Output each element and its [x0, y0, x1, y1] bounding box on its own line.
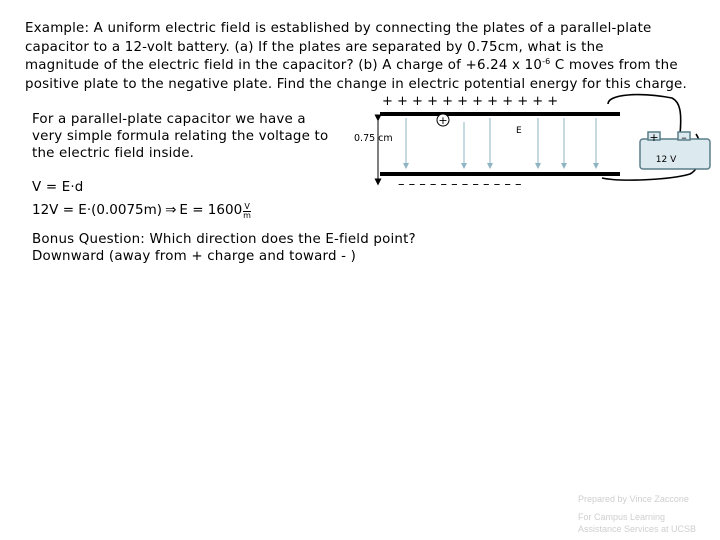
test-charge-sign: + [438, 114, 448, 127]
negative-plate [380, 172, 620, 176]
intro-line-1: For a parallel-plate capacitor we have a [32, 112, 306, 127]
intro-line-3: the electric field inside. [32, 146, 195, 161]
battery [640, 131, 710, 169]
bonus-question: Bonus Question: Which direction does the E-field point? [32, 232, 416, 247]
positive-charges: + + + + + + + + + + + + [382, 94, 559, 109]
battery-voltage-label: 12 V [655, 155, 677, 165]
bonus-section [32, 231, 592, 265]
credits-line-2: For Campus Learning [578, 512, 666, 522]
unit-fraction [243, 203, 251, 220]
problem-line-3 [25, 57, 715, 76]
problem-line-2: capacitor to a 12-volt battery. (a) If the plates are separated by 0.75cm, what is the [25, 39, 604, 55]
negative-charges: – – – – – – – – – – – – [398, 177, 522, 192]
unit-denominator: m [243, 211, 251, 220]
intro-text [32, 111, 342, 162]
problem-line-3-end: C moves from the [550, 58, 678, 73]
equation-lhs: 12V = E·(0.0075m) [32, 202, 163, 218]
credits-line-1: Prepared by Vince Zaccone [578, 494, 689, 504]
intro-line-2: very simple formula relating the voltage to [32, 129, 329, 144]
positive-plate [380, 112, 620, 116]
capacitor-diagram [340, 90, 715, 200]
separation-label: 0.75 cm [354, 133, 393, 144]
unit-numerator: V [244, 202, 250, 211]
problem-line-1: Example: A uniform electric field is established by connecting the plates of a parallel-plate [25, 21, 652, 36]
problem-statement [25, 20, 715, 94]
implies-arrow: ⇒ [165, 202, 177, 218]
equation [32, 202, 251, 220]
bonus-answer: Downward (away from + charge and toward - ) [32, 249, 357, 264]
exponent: -6 [542, 57, 551, 66]
battery-positive-label: + [649, 131, 659, 144]
credits [578, 493, 718, 535]
field-lines [406, 118, 596, 166]
equation-rhs: E = 1600 [179, 202, 243, 218]
formula: V = E·d [32, 180, 84, 195]
field-label: E [516, 126, 522, 136]
credits-line-3: Assistance Services at UCSB [578, 524, 697, 534]
problem-line-4: positive plate to the negative plate. Find the change in electric potential energy for this charge. [25, 76, 687, 92]
problem-line-3-text: magnitude of the electric field in the capacitor? (b) A charge of +6.24 x 10 [25, 58, 543, 73]
battery-negative-label: – [681, 131, 687, 144]
